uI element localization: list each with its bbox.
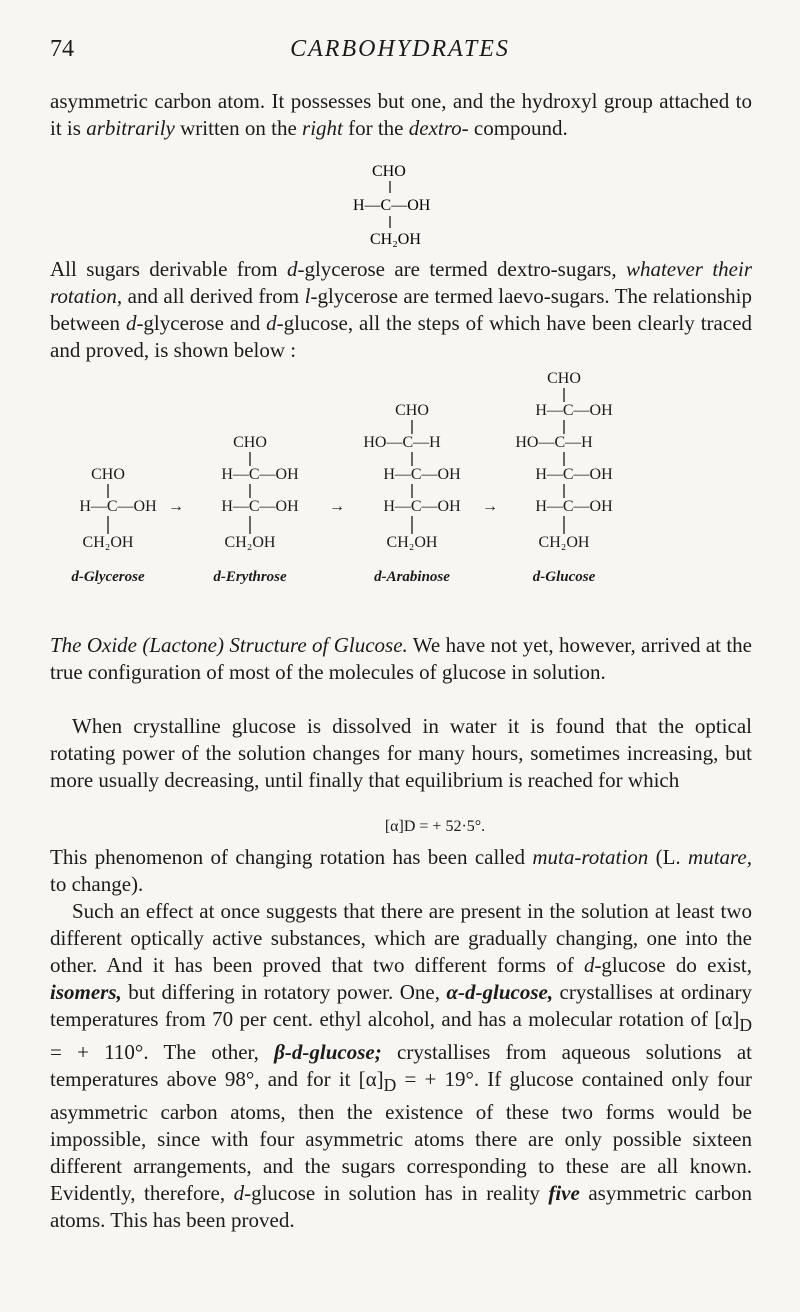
ch2oh-group: CH₂OH xyxy=(82,534,134,551)
reaction-arrow: → xyxy=(168,498,184,515)
paragraph-mutarotation: This phenomenon of changing rotation has been called muta-rotation (L. mutare, to change). xyxy=(50,845,752,896)
ch2oh-group: CH₂OH xyxy=(224,534,276,551)
sugar-label: d-Erythrose xyxy=(213,569,287,585)
chiral-carbon-row: H—C—OH xyxy=(383,466,461,483)
chiral-carbon-row: H—C—OH xyxy=(535,498,613,515)
paragraph-crystalline-glucose: When crystalline glucose is dissolved in water it is found that the optical rotating power of the solution changes for many hours, sometimes increasing, but more usually decreasing, until finally that equilibrium is reached for which xyxy=(50,714,752,792)
chiral-carbon-row: H—C—OH xyxy=(383,498,461,515)
cho-group: CHO xyxy=(395,402,429,419)
cho-group: CHO xyxy=(233,434,267,451)
paragraph-oxide-structure: The Oxide (Lactone) Structure of Glucose. We have not yet, however, arrived at the true configuration of most of the molecules of glucose in solution. xyxy=(50,633,753,684)
chiral-carbon-row: HO—C—H xyxy=(515,434,593,451)
chiral-carbon-row: H—C—OH xyxy=(221,498,299,515)
sugar-label: d-Arabinose xyxy=(374,569,450,585)
reaction-arrow: → xyxy=(329,498,345,515)
sugar-chain-scheme xyxy=(0,365,800,620)
reaction-arrow: → xyxy=(482,498,498,515)
running-title: CARBOHYDRATES xyxy=(290,36,510,62)
chiral-carbon-row: H—C—OH xyxy=(535,466,613,483)
paragraph-dextro-laevo: All sugars derivable from d-glycerose are termed dextro-sugars, whatever their rotation, and all derived from l-glycerose are termed laevo-sugars. The relationship between d-glycerose and d-glucose, all the steps of which have been clearly traced and proved, is shown below : xyxy=(50,257,752,362)
sugar-label: d-Glycerose xyxy=(71,569,145,585)
formula-middle: H—C—OH xyxy=(353,197,431,214)
formula-top: CHO xyxy=(372,163,406,180)
page-header xyxy=(0,36,800,76)
paragraph-isomers: Such an effect at once suggests that there are present in the solution at least two different optically active substances, which are gradually changing, one into the other. And it has been proved that two different forms of d-glucose do exist, isomers, but differing in rotatory power. One, α-d-glucose, crystallises at ordinary temperatures from 70 per cent. ethyl alcohol, and has a molecular rotation of $[\alpha]_D$ = + 110°. The other, β-d-glucose; crystallises from aqueous solutions at temperatures above 98°, and for it $[\alpha]_D$ = + 19°. If glucose contained only four asymmetric carbon atoms, then the existence of these two forms would be impossible, since with four asymmetric atoms there are only possible sixteen different arrangements, and the sugars corresponding to these are all known. Evidently, therefore, d-glucose in solution has in reality five asymmetric carbon atoms. This has been proved. xyxy=(50,899,753,1233)
page-number: 74 xyxy=(50,36,74,62)
chiral-carbon-row: H—C—OH xyxy=(221,466,299,483)
ch2oh-group: CH₂OH xyxy=(386,534,438,551)
paragraph-asymmetric-carbon: asymmetric carbon atom. It possesses but one, and the hydroxyl group attached to it is arbitrarily written on the right for the dextro- compound. xyxy=(50,89,752,140)
chiral-carbon-row: H—C—OH xyxy=(535,402,613,419)
section-heading: The Oxide (Lactone) Structure of Glucose. xyxy=(50,633,408,657)
chiral-carbon-row: HO—C—H xyxy=(363,434,441,451)
glycerose-formula xyxy=(340,160,480,250)
formula-bottom: CH₂OH xyxy=(370,231,421,248)
cho-group: CHO xyxy=(91,466,125,483)
cho-group: CHO xyxy=(547,370,581,387)
chiral-carbon-row: H—C—OH xyxy=(79,498,157,515)
ch2oh-group: CH₂OH xyxy=(538,534,590,551)
equilibrium-formula: [α]D = + 52·5°. xyxy=(384,818,486,835)
sugar-label: d-Glucose xyxy=(532,569,596,585)
